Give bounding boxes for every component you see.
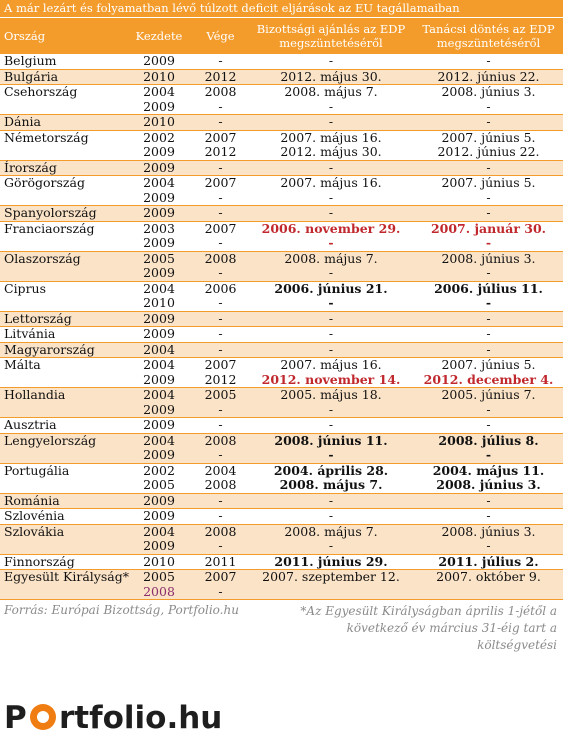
cell-country: Lengyelország [4, 432, 97, 448]
table-row-line [0, 266, 563, 281]
cell-start: 2009 [143, 205, 175, 220]
cell-council: 2008. június 3. [441, 523, 536, 539]
table-row-line [0, 70, 563, 85]
cell-commission: 2005. május 18. [280, 387, 382, 402]
cell-country: Németország [4, 129, 89, 145]
cell-end: - [218, 114, 223, 129]
cell-start: 2005 [143, 250, 175, 266]
header-end: Vége [206, 29, 235, 43]
cell-start: 2009 [143, 326, 175, 341]
cell-country [0, 266, 125, 281]
cell-end: - [218, 265, 223, 280]
cell-country [0, 585, 125, 600]
cell-country [0, 191, 125, 206]
cell-start: 2002 [143, 129, 175, 145]
cell-country: Lettország [4, 310, 72, 326]
table-row-line [0, 85, 563, 100]
cell-commission: 2007. május 16. [280, 357, 382, 372]
table-row-line [0, 464, 563, 479]
cell-end: - [218, 295, 223, 310]
cell-end: 2012 [204, 144, 237, 159]
cell-end: 2007 [204, 175, 237, 190]
cell-start: 2009 [143, 371, 175, 387]
cell-country: Litvánia [4, 326, 56, 341]
table-row-line [0, 539, 563, 554]
source-note: Forrás: Európai Bizottság, Portfolio.hu [4, 603, 239, 617]
cell-country: Szlovákia [4, 523, 65, 539]
cell-commission: - [328, 205, 334, 220]
logo-prefix: P [4, 700, 27, 736]
cell-start: 2010 [143, 553, 175, 569]
table-row [0, 418, 563, 434]
cell-council: 2007. június 5. [441, 357, 536, 372]
cell-end: - [218, 538, 223, 553]
cell-country [0, 539, 125, 554]
cell-end: - [218, 53, 223, 68]
cell-council: 2007. június 5. [441, 175, 536, 190]
cell-end: 2008 [204, 523, 237, 539]
cell-council: 2011. július 2. [438, 553, 539, 569]
cell-commission: 2007. május 16. [280, 129, 382, 145]
table-row-line [0, 161, 563, 176]
table-row-line [0, 282, 563, 297]
cell-start: 2010 [143, 114, 175, 129]
cell-start: 2009 [143, 98, 175, 114]
cell-country: Belgium [4, 53, 57, 68]
cell-commission [248, 585, 414, 600]
cell-end: 2012 [204, 68, 237, 84]
header-council: Tanácsi döntés az EDP megszüntetéséről [422, 22, 555, 50]
cell-start: 2005 [143, 569, 175, 584]
cell-end: 2007 [204, 357, 237, 372]
cell-country: Írország [4, 159, 57, 175]
cell-end: 2008 [204, 250, 237, 266]
cell-council: 2007. január 30. [430, 220, 547, 236]
cell-end: 2007 [204, 129, 237, 145]
cell-council: - [486, 189, 491, 205]
table-row-line [0, 434, 563, 449]
cell-country: Románia [4, 492, 60, 508]
cell-council: - [486, 53, 491, 68]
cell-start: 2010 [143, 295, 175, 310]
cell-end: 2008 [204, 84, 237, 99]
table-row [0, 555, 563, 571]
table-header [0, 17, 563, 54]
cell-council: - [485, 447, 492, 462]
cell-start: 2004 [143, 387, 175, 402]
cell-country: Olaszország [4, 250, 81, 266]
cell-end: - [218, 417, 223, 432]
table-row [0, 327, 563, 343]
table-row [0, 252, 563, 282]
header-start: Kezdete [135, 29, 183, 43]
cell-council: - [486, 310, 491, 326]
table-row-line [0, 115, 563, 130]
cell-council: 2004. május 11. [432, 462, 545, 478]
cell-commission: 2007. szeptember 12. [262, 569, 400, 584]
cell-commission: 2004. április 28. [273, 462, 389, 478]
table-row [0, 176, 563, 206]
table-row-line [0, 525, 563, 540]
cell-country: Franciaország [4, 220, 95, 236]
cell-commission: - [328, 447, 334, 462]
cell-commission: - [328, 508, 334, 523]
table-row-line [0, 296, 563, 311]
cell-commission: 2008. május 7. [284, 84, 378, 99]
table-row-line [0, 509, 563, 524]
cell-end: - [218, 508, 223, 523]
table-row [0, 434, 563, 464]
cell-council: 2012. június 22. [437, 144, 540, 159]
cell-country: Csehország [4, 84, 78, 99]
table-row-line [0, 418, 563, 433]
cell-end: - [218, 401, 223, 417]
logo-ring-icon [30, 704, 56, 730]
cell-council: - [486, 341, 491, 357]
cell-country [0, 145, 125, 160]
cell-council: - [486, 538, 491, 553]
cell-country: Ausztria [4, 417, 57, 432]
cell-country [0, 478, 125, 493]
cell-council: 2008. június 3. [441, 250, 536, 266]
cell-end: 2007 [204, 220, 237, 236]
portfolio-logo [4, 698, 264, 738]
cell-country: Magyarország [4, 341, 95, 357]
cell-start: 2004 [143, 280, 175, 296]
table-row-line [0, 145, 563, 160]
cell-council: 2007. június 5. [441, 129, 536, 145]
table-row-line [0, 206, 563, 221]
table-row-line [0, 555, 563, 570]
cell-commission: - [328, 310, 334, 326]
logo-suffix: rtfolio.hu [59, 700, 223, 736]
cell-council: - [486, 417, 491, 432]
cell-commission: 2012. november 14. [261, 371, 401, 387]
table-row [0, 70, 563, 86]
cell-country: Hollandia [4, 387, 66, 402]
cell-start: 2009 [143, 53, 175, 68]
cell-country [0, 236, 125, 251]
cell-commission: - [328, 265, 334, 280]
table-row [0, 525, 563, 555]
cell-end: - [218, 205, 223, 220]
cell-end: - [218, 583, 223, 599]
footnote: *Az Egyesült Királyságban április 1-jétől a következő év március 31-éig tart a költségvetési [300, 604, 557, 652]
cell-commission: - [328, 53, 334, 68]
cell-country: Dánia [4, 114, 41, 129]
cell-end: - [218, 189, 223, 205]
cell-start: 2009 [143, 538, 175, 553]
table-row-line [0, 343, 563, 358]
cell-council: 2008. június 3. [436, 477, 541, 492]
cell-commission: 2012. május 30. [280, 144, 382, 159]
cell-end: - [218, 159, 223, 175]
cell-end: - [218, 235, 223, 250]
table-row [0, 570, 563, 600]
cell-start: 2009 [143, 508, 175, 523]
header-country: Ország [4, 29, 46, 43]
cell-council: - [486, 401, 491, 417]
cell-commission: - [328, 98, 334, 114]
cell-end: 2005 [204, 387, 237, 402]
cell-council: - [486, 326, 491, 341]
cell-start: 2004 [143, 432, 175, 448]
cell-country: Bulgária [4, 68, 59, 84]
cell-start: 2005 [143, 477, 175, 492]
cell-country: Portugália [4, 462, 70, 478]
table-row-line [0, 570, 563, 585]
cell-commission: 2008. május 7. [284, 523, 378, 539]
cell-council: 2006. július 11. [434, 280, 543, 296]
table-row-line [0, 236, 563, 251]
cell-start: 2009 [143, 492, 175, 508]
table-row-line [0, 358, 563, 373]
cell-country: Finnország [4, 553, 75, 569]
cell-commission: - [328, 295, 334, 310]
cell-country [0, 448, 125, 463]
table-row-line [0, 312, 563, 327]
table-row [0, 358, 563, 388]
table-row [0, 131, 563, 161]
cell-end: 2004 [204, 462, 237, 478]
cell-country: Ciprus [4, 280, 47, 296]
cell-country: Málta [4, 357, 41, 372]
table-row-line [0, 403, 563, 418]
cell-council: 2012. június 22. [437, 68, 540, 84]
table-row [0, 494, 563, 510]
table-row [0, 343, 563, 359]
cell-council: - [486, 159, 491, 175]
cell-end: - [218, 341, 223, 357]
table-row [0, 282, 563, 312]
table-row [0, 388, 563, 418]
table-body [0, 54, 563, 600]
table-row [0, 509, 563, 525]
cell-start: 2009 [143, 265, 175, 280]
cell-council: - [486, 265, 491, 280]
cell-commission: 2006. november 29. [261, 220, 401, 236]
cell-commission: - [328, 326, 334, 341]
cell-commission: - [328, 492, 334, 508]
cell-commission: - [328, 114, 334, 129]
cell-end: - [218, 447, 223, 462]
cell-commission: 2008. május 7. [284, 250, 378, 266]
cell-start: 2002 [143, 462, 175, 478]
cell-end: 2008 [204, 477, 237, 492]
cell-country [0, 373, 125, 388]
cell-council: - [486, 205, 491, 220]
cell-end: 2012 [204, 371, 237, 387]
cell-council: 2012. december 4. [423, 371, 554, 387]
cell-commission: - [328, 538, 334, 553]
cell-commission: 2012. május 30. [280, 68, 382, 84]
cell-commission: - [328, 401, 334, 417]
cell-commission: 2008. május 7. [279, 477, 383, 492]
cell-council: 2008. június 3. [441, 84, 536, 99]
cell-end: - [218, 98, 223, 114]
cell-start: 2004 [143, 523, 175, 539]
table-row-line [0, 494, 563, 509]
cell-council: 2007. október 9. [436, 569, 541, 584]
cell-start: 2008 [143, 583, 175, 599]
table-row-line [0, 54, 563, 69]
table-row-line [0, 176, 563, 191]
cell-start: 2009 [143, 401, 175, 417]
table-row [0, 312, 563, 328]
cell-start: 2003 [143, 220, 175, 236]
cell-commission: - [328, 341, 334, 357]
cell-end: 2007 [204, 569, 237, 584]
cell-commission: - [328, 159, 334, 175]
cell-commission: - [328, 235, 334, 250]
cell-end: 2008 [204, 432, 237, 448]
cell-council: - [485, 235, 492, 250]
cell-start: 2004 [143, 341, 175, 357]
table-row [0, 222, 563, 252]
cell-country: Egyesült Királyság* [4, 569, 129, 584]
cell-country [0, 296, 125, 311]
cell-commission: 2007. május 16. [280, 175, 382, 190]
cell-council: 2005. június 7. [441, 387, 536, 402]
cell-start: 2004 [143, 357, 175, 372]
cell-end: 2006 [204, 280, 237, 296]
table-row-line [0, 327, 563, 342]
table-row-line [0, 222, 563, 237]
cell-commission: 2011. június 29. [274, 553, 388, 569]
footer [0, 600, 563, 655]
cell-country [0, 100, 125, 115]
cell-end: 2011 [204, 553, 237, 569]
cell-council: - [486, 114, 491, 129]
cell-commission: - [328, 417, 334, 432]
cell-start: 2009 [143, 144, 175, 159]
cell-start: 2010 [143, 68, 175, 84]
cell-start: 2009 [143, 235, 175, 250]
cell-start: 2009 [143, 417, 175, 432]
cell-country: Spanyolország [4, 205, 97, 220]
cell-start: 2009 [143, 159, 175, 175]
table-row-line [0, 191, 563, 206]
cell-end: - [218, 326, 223, 341]
table-title: A már lezárt és folyamatban lévő túlzott deficit eljárások az EU tagállamaiban [0, 0, 563, 17]
table-row-line [0, 388, 563, 403]
cell-start: 2009 [143, 310, 175, 326]
cell-council: - [486, 508, 491, 523]
table-row-line [0, 131, 563, 146]
cell-country [0, 403, 125, 418]
cell-commission: 2008. június 11. [274, 432, 388, 448]
cell-country: Görögország [4, 175, 85, 190]
table-row-line [0, 585, 563, 600]
cell-start: 2004 [143, 84, 175, 99]
table-row-line [0, 448, 563, 463]
cell-end: - [218, 492, 223, 508]
cell-start: 2004 [143, 175, 175, 190]
cell-council [414, 585, 563, 600]
table-row-line [0, 373, 563, 388]
table-row [0, 464, 563, 494]
cell-commission: - [328, 189, 334, 205]
table-row [0, 161, 563, 177]
cell-council: - [486, 492, 491, 508]
table-row-line [0, 100, 563, 115]
table-row [0, 54, 563, 70]
cell-council: - [485, 295, 492, 310]
cell-council: - [486, 98, 491, 114]
table-row [0, 85, 563, 115]
cell-start: 2009 [143, 447, 175, 462]
cell-council: 2008. július 8. [438, 432, 539, 448]
cell-end: - [218, 310, 223, 326]
table-row [0, 206, 563, 222]
table-row-line [0, 478, 563, 493]
header-commission: Bizottsági ajánlás az EDP megszüntetéséről [256, 22, 406, 50]
cell-country: Szlovénia [4, 508, 65, 523]
table-row [0, 115, 563, 131]
cell-start: 2009 [143, 189, 175, 205]
table-row-line [0, 252, 563, 267]
cell-commission: 2006. június 21. [274, 280, 388, 296]
